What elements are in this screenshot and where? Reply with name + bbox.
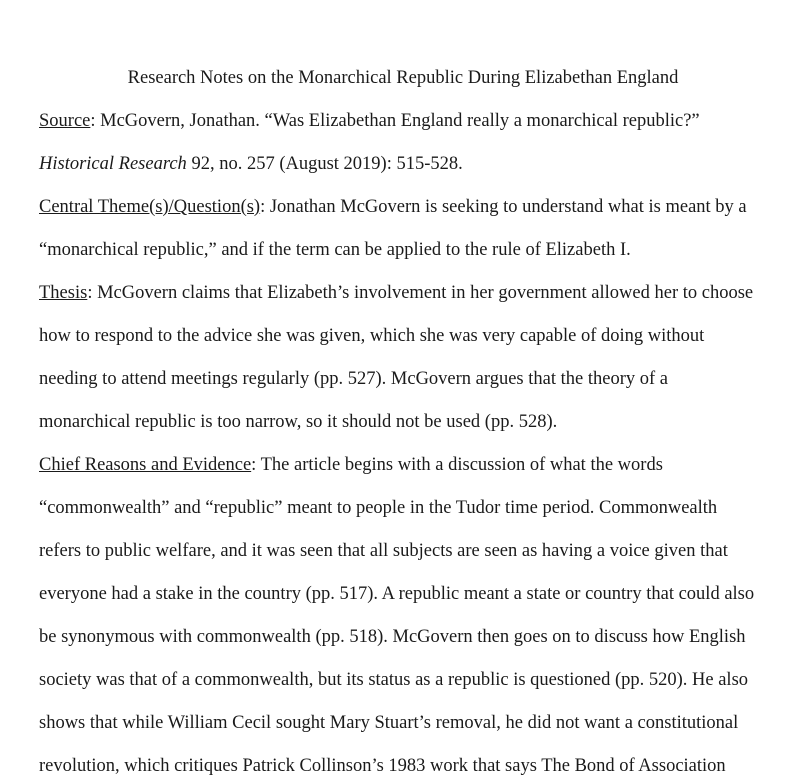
journal-name: Historical Research: [39, 154, 187, 174]
theme-line-1: [39, 195, 747, 219]
evidence-line-4: everyone had a stake in the country (pp. 517). A republic meant a state or country that could also: [39, 584, 755, 604]
evidence-text-1: : The article begins with a discussion of what the words: [251, 455, 663, 475]
theme-label: Central Theme(s)/Question(s): [39, 197, 261, 217]
thesis-label: Thesis: [39, 283, 88, 303]
source-line-2: [39, 152, 463, 176]
thesis-line-2: how to respond to the advice she was given, which she was very capable of doing without: [39, 326, 705, 346]
evidence-line-6: society was that of a commonwealth, but its status as a republic is questioned (pp. 520). He also: [39, 670, 749, 690]
evidence-line-8: revolution, which critiques Patrick Collinson’s 1983 work that says The Bond of Association: [39, 756, 726, 776]
theme-text-1: : Jonathan McGovern is seeking to understand what is meant by a: [260, 197, 747, 217]
source-citation: : McGovern, Jonathan. “Was Elizabethan England really a monarchical republic?”: [90, 111, 700, 131]
thesis-line-1: [39, 281, 753, 305]
source-details: 92, no. 257 (August 2019): 515-528.: [186, 154, 463, 174]
theme-line-2: “monarchical republic,” and if the term can be applied to the rule of Elizabeth I.: [39, 240, 631, 260]
thesis-line-4: monarchical republic is too narrow, so it should not be used (pp. 528).: [39, 412, 558, 432]
thesis-text-1: : McGovern claims that Elizabeth’s involvement in her government allowed her to choose: [87, 283, 754, 303]
evidence-line-1: [39, 453, 663, 477]
source-line-1: [39, 109, 700, 133]
document-title: Research Notes on the Monarchical Republic During Elizabethan England: [127, 68, 679, 88]
evidence-label: Chief Reasons and Evidence: [39, 455, 252, 475]
evidence-line-7: shows that while William Cecil sought Mary Stuart’s removal, he did not want a constitutional: [39, 713, 739, 733]
source-label: Source: [39, 111, 91, 131]
evidence-line-2: “commonwealth” and “republic” meant to people in the Tudor time period. Commonwealth: [39, 498, 718, 518]
evidence-line-3: refers to public welfare, and it was seen that all subjects are seen as having a voice given that: [39, 541, 728, 561]
thesis-line-3: needing to attend meetings regularly (pp. 527). McGovern argues that the theory of a: [39, 369, 668, 389]
evidence-line-5: be synonymous with commonwealth (pp. 518). McGovern then goes on to discuss how English: [39, 627, 746, 647]
